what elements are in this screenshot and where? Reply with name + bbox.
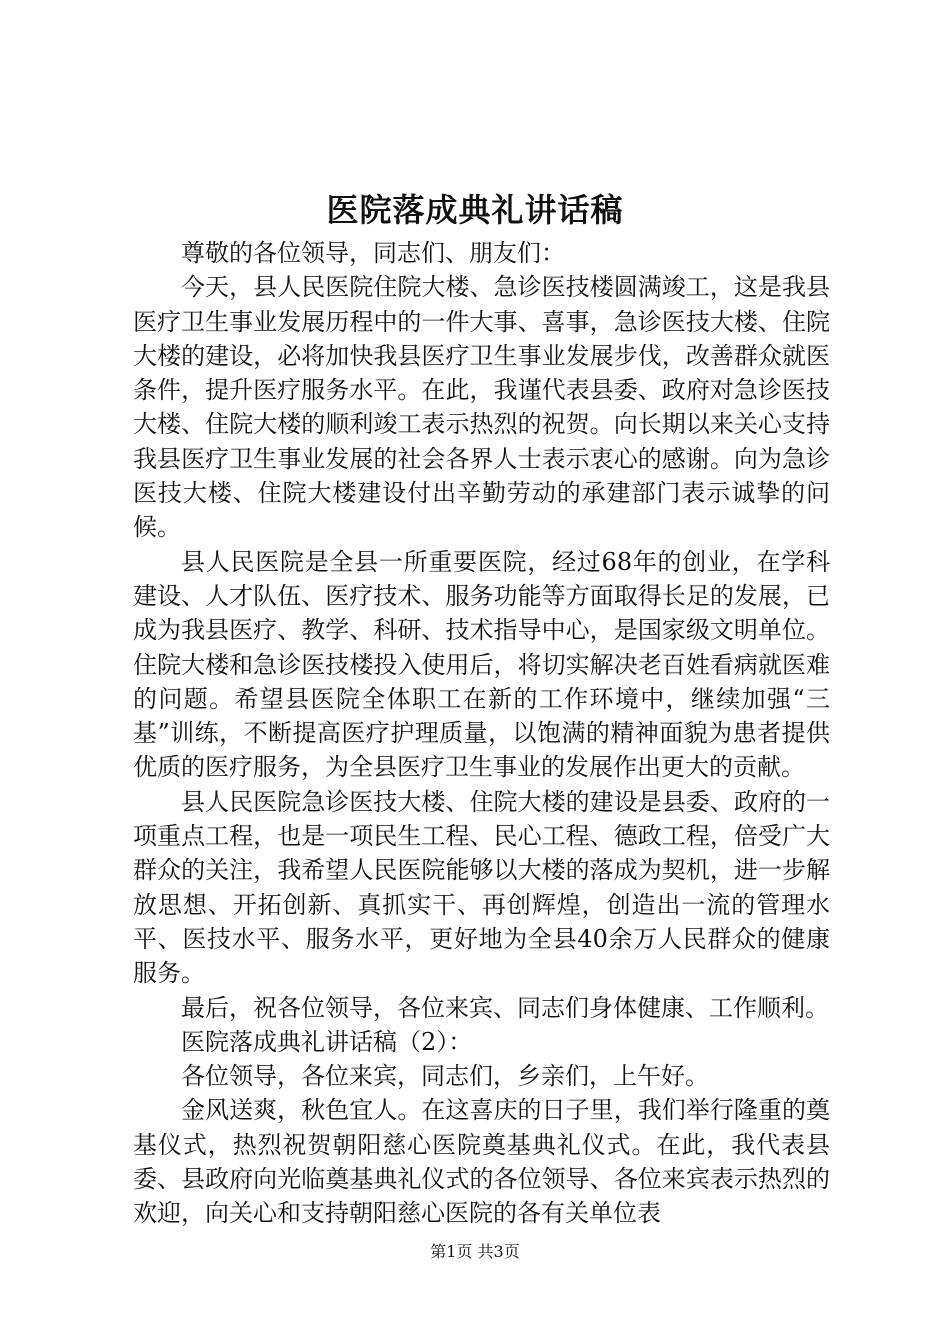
- paragraph: 县人民医院是全县一所重要医院，经过68年的创业，在学科建设、人才队伍、医疗技术、服务功能等方面取得长足的发展，已成为我县医疗、教学、科研、技术指导中心，是国家级文明单位。住院大楼和急诊医技楼投入使用后，将切实解决老百姓看病就医难的问题。希望县医院全体职工在新的工作环境中，继续加强“三基”训练，不断提高医疗护理质量，以饱满的精神面貌为患者提供优质的医疗服务，为全县医疗卫生事业的发展作出更大的贡献。: [133, 547, 830, 782]
- paragraph: 今天，县人民医院住院大楼、急诊医技楼圆满竣工，这是我县医疗卫生事业发展历程中的一件大事、喜事，急诊医技大楼、住院大楼的建设，必将加快我县医疗卫生事业发展步伐，改善群众就医条件，提升医疗服务水平。在此，我谨代表县委、政府对急诊医技大楼、住院大楼的顺利竣工表示热烈的祝贺。向长期以来关心支持我县医疗卫生事业发展的社会各界人士表示衷心的感谢。向为急诊医技大楼、住院大楼建设付出辛勤劳动的承建部门表示诚挚的问候。: [133, 273, 830, 542]
- document-title: 医院落成典礼讲话稿: [326, 191, 624, 229]
- paragraph: 最后，祝各位领导，各位来宾、同志们身体健康、工作顺利。: [181, 993, 829, 1022]
- section-heading: 医院落成典礼讲话稿（2）：: [181, 1027, 473, 1056]
- paragraph-salutation: 各位领导，各位来宾，同志们，乡亲们，上午好。: [181, 1062, 709, 1091]
- page-number-footer: 第1页 共3页: [430, 1242, 520, 1261]
- paragraph: 金风送爽，秋色宜人。在这喜庆的日子里，我们举行隆重的奠基仪式，热烈祝贺朝阳慈心医院奠基典礼仪式。在此，我代表县委、县政府向光临奠基典礼仪式的各位领导、各位来宾表示热烈的欢迎，向关心和支持朝阳慈心医院的各有关单位表: [133, 1096, 830, 1228]
- paragraph: 县人民医院急诊医技大楼、住院大楼的建设是县委、政府的一项重点工程，也是一项民生工程、民心工程、德政工程，倍受广大群众的关注，我希望人民医院能够以大楼的落成为契机，进一步解放思想、开拓创新、真抓实干、再创辉煌，创造出一流的管理水平、医技水平、服务水平，更好地为全县40余万人民群众的健康服务。: [133, 787, 830, 988]
- paragraph-salutation: 尊敬的各位领导，同志们、朋友们：: [181, 239, 565, 267]
- document-body: [133, 236, 830, 1231]
